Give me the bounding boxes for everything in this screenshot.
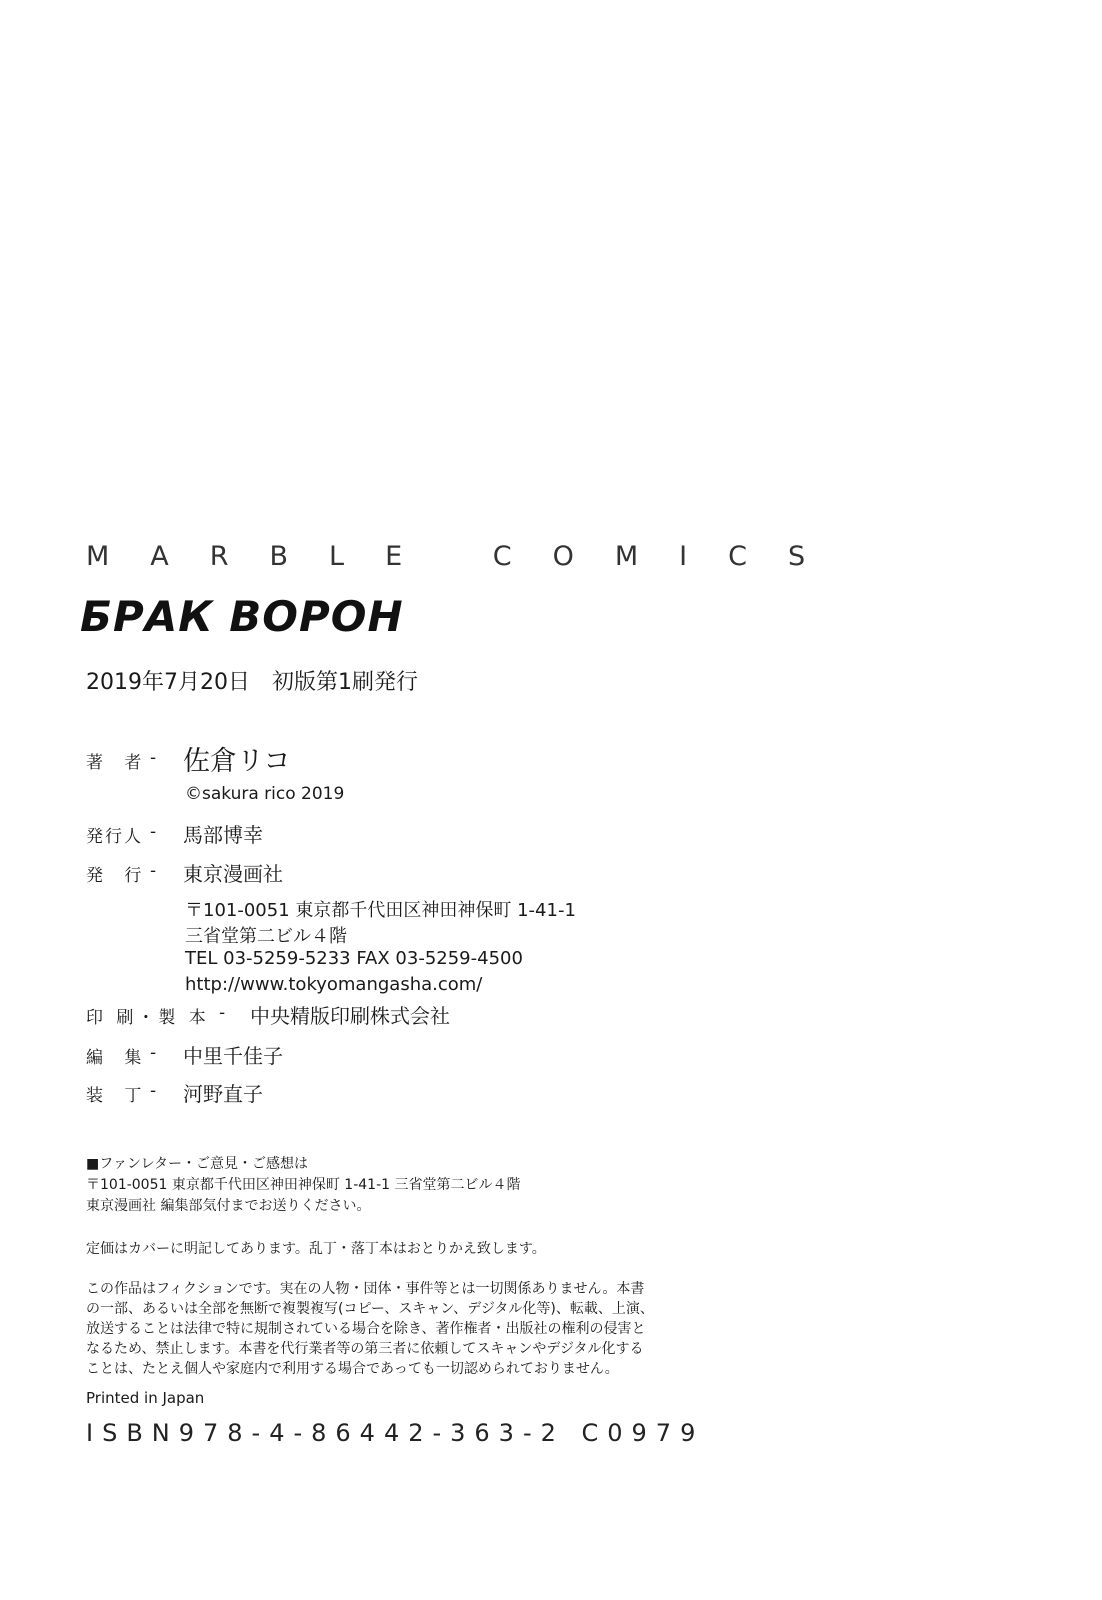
design-label: 装 丁 xyxy=(86,1086,150,1106)
legal-notice: この作品はフィクションです。実在の人物・団体・事件等とは一切関係ありません。本書の一部、あるいは全部を無断で複製複写(コピー、スキャン、デジタル化等)、転載、上演、放送することは法律で特に規制されている場合を除き、著作権者・出版社の権利の侵害となるため、禁止します。本書を代行業者等の第三者に依頼してスキャンやデジタル化することは、たとえ個人や家庭内で利用する場合であっても一切認められておりません。 xyxy=(86,1281,654,1377)
address-line-2: 三省堂第二ビル４階 xyxy=(185,926,347,947)
publisher-person-label: 発行人 xyxy=(86,827,143,847)
copyright-line: ©sakura rico 2019 xyxy=(185,784,345,804)
printing-label: 印 刷・製 本 xyxy=(86,1008,210,1028)
editor-label: 編 集 xyxy=(86,1048,150,1068)
edition-date: 2019年7月20日 初版第1刷発行 xyxy=(86,670,418,695)
publisher-name: 東京漫画社 xyxy=(183,862,283,886)
tel-fax-line: TEL 03-5259-5233 FAX 03-5259-4500 xyxy=(185,948,523,969)
fan-letter-recipient: 東京漫画社 編集部気付までお送りください。 xyxy=(86,1198,371,1214)
printing-dash: - xyxy=(219,1003,226,1023)
fan-letter-heading: ■ファンレター・ご意見・ご感想は xyxy=(86,1156,309,1172)
publisher-url: http://www.tokyomangasha.com/ xyxy=(185,974,483,995)
publisher-person: 馬部博幸 xyxy=(183,823,263,847)
isbn-code: ISBN978-4-86442-363-2 C0979 xyxy=(86,1419,705,1447)
publisher-dash: - xyxy=(150,861,157,881)
printer-name: 中央精版印刷株式会社 xyxy=(250,1004,450,1028)
address-line-1: 〒101-0051 東京都千代田区神田神保町 1-41-1 xyxy=(185,900,576,921)
editor-dash: - xyxy=(150,1043,157,1063)
printed-in-japan: Printed in Japan xyxy=(86,1389,205,1407)
book-title: БРАК ВОРОН xyxy=(80,592,404,641)
publisher-person-dash: - xyxy=(150,822,157,842)
author-label: 著 者 xyxy=(86,753,150,773)
price-note: 定価はカバーに明記してあります。乱丁・落丁本はおとりかえ致します。 xyxy=(86,1241,546,1257)
publisher-label: 発 行 xyxy=(86,866,150,886)
author-name: 佐倉リコ xyxy=(183,746,291,777)
series-name: MARBLE COMICS xyxy=(86,541,847,572)
editor-name: 中里千佳子 xyxy=(183,1044,283,1068)
author-dash: - xyxy=(150,748,157,768)
fan-letter-address: 〒101-0051 東京都千代田区神田神保町 1-41-1 三省堂第二ビル４階 xyxy=(86,1177,521,1193)
design-dash: - xyxy=(150,1081,157,1101)
designer-name: 河野直子 xyxy=(183,1082,263,1106)
